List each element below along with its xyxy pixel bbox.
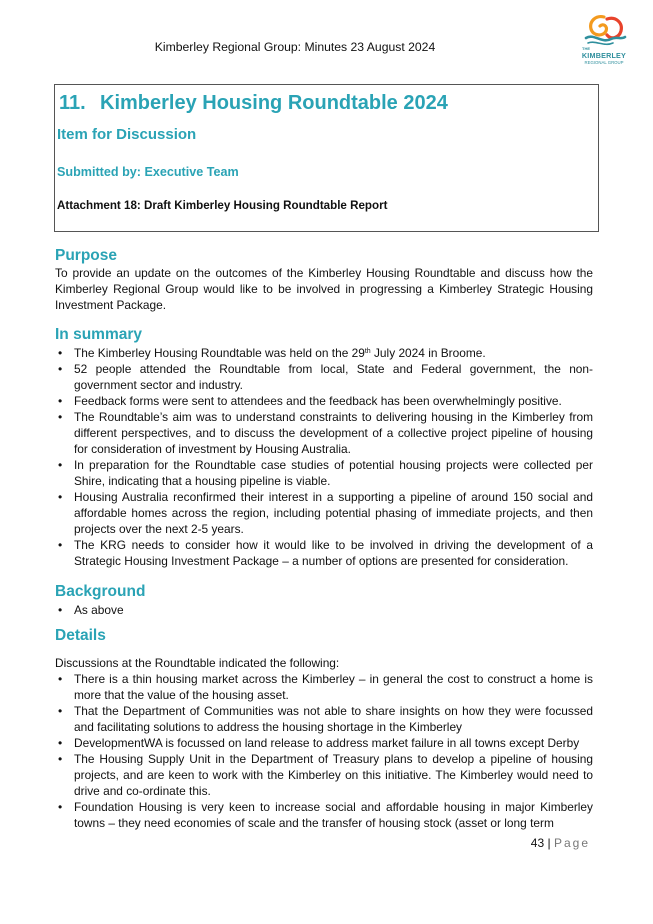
logo-name: KIMBERLEY — [581, 51, 627, 60]
logo-subtitle: REGIONAL GROUP — [584, 60, 624, 65]
item-number: 11. — [59, 92, 86, 114]
summary-list — [55, 345, 593, 569]
item-title: Kimberley Housing Roundtable 2024 — [100, 92, 448, 114]
title-box — [54, 84, 599, 232]
page-number: 43 — [530, 836, 545, 850]
page-label: Page — [553, 836, 590, 850]
details-heading: Details — [55, 627, 106, 644]
background-heading: Background — [55, 583, 146, 600]
item-type: Item for Discussion — [57, 126, 197, 143]
background-list — [55, 602, 593, 618]
summary-heading: In summary — [55, 326, 143, 343]
list-item: • Foundation Housing is very keen to increase social and affordable housing in major Kimberley towns – they need economies of scale and the transfer of housing stock (asset or long term — [55, 799, 593, 831]
list-item: • As above — [55, 602, 593, 618]
list-item: • 52 people attended the Roundtable from local, State and Federal government, the non-government sector and industry. — [55, 361, 593, 393]
page-footer — [400, 836, 590, 850]
list-item: • Housing Australia reconfirmed their interest in a supporting a pipeline of around 150 social and affordable homes across the region, including potential phasing of immediate projects, and then projects over the next 2-5 years. — [55, 489, 593, 537]
list-item: • The Kimberley Housing Roundtable was held on the 29th July 2024 in Broome. — [55, 345, 593, 361]
attachment-reference: Attachment 18: Draft Kimberley Housing Roundtable Report — [57, 199, 388, 212]
list-item: • The KRG needs to consider how it would like to be involved in driving the development of a Strategic Housing Investment Package – a number of options are presented for consideration. — [55, 537, 593, 569]
running-header: Kimberley Regional Group: Minutes 23 August 2024 — [154, 40, 436, 54]
list-item: • DevelopmentWA is focussed on land release to address market failure in all towns except Derby — [55, 735, 593, 751]
kimberley-logo — [576, 14, 632, 74]
list-item: • That the Department of Communities was not able to share insights on how they were focussed and facilitating solutions to address the housing shortage in the Kimberley — [55, 703, 593, 735]
logo-swirl-icon — [576, 14, 632, 48]
logo-small-text: THE — [582, 46, 590, 51]
list-item: • There is a thin housing market across the Kimberley – in general the cost to construct a home is more that the value of the housing asset. — [55, 671, 593, 703]
list-item: • Feedback forms were sent to attendees and the feedback has been overwhelmingly positive. — [55, 393, 593, 409]
list-item: • In preparation for the Roundtable case studies of potential housing projects were collected per Shire, indicating that a housing pipeline is viable. — [55, 457, 593, 489]
list-item: • The Roundtable’s aim was to understand constraints to delivering housing in the Kimberley from different perspectives, and to discuss the development of a collective project pipeline of housing for consideration of investment by Housing Australia. — [55, 409, 593, 457]
list-item: • The Housing Supply Unit in the Department of Treasury plans to develop a pipeline of housing projects, and are keen to work with the Kimberley on this initiative. The Kimberley would need to drive and co-ordinate this. — [55, 751, 593, 799]
footer-separator: | — [547, 836, 551, 850]
submitted-by: Submitted by: Executive Team — [57, 165, 239, 179]
purpose-heading: Purpose — [55, 247, 118, 264]
details-intro: Discussions at the Roundtable indicated the following: — [55, 656, 340, 670]
purpose-text: To provide an update on the outcomes of the Kimberley Housing Roundtable and discuss how the Kimberley Regional Group would like to be involved in progressing a Kimberley Strategic Housing Investment Package. — [55, 266, 593, 312]
details-list — [55, 671, 593, 831]
